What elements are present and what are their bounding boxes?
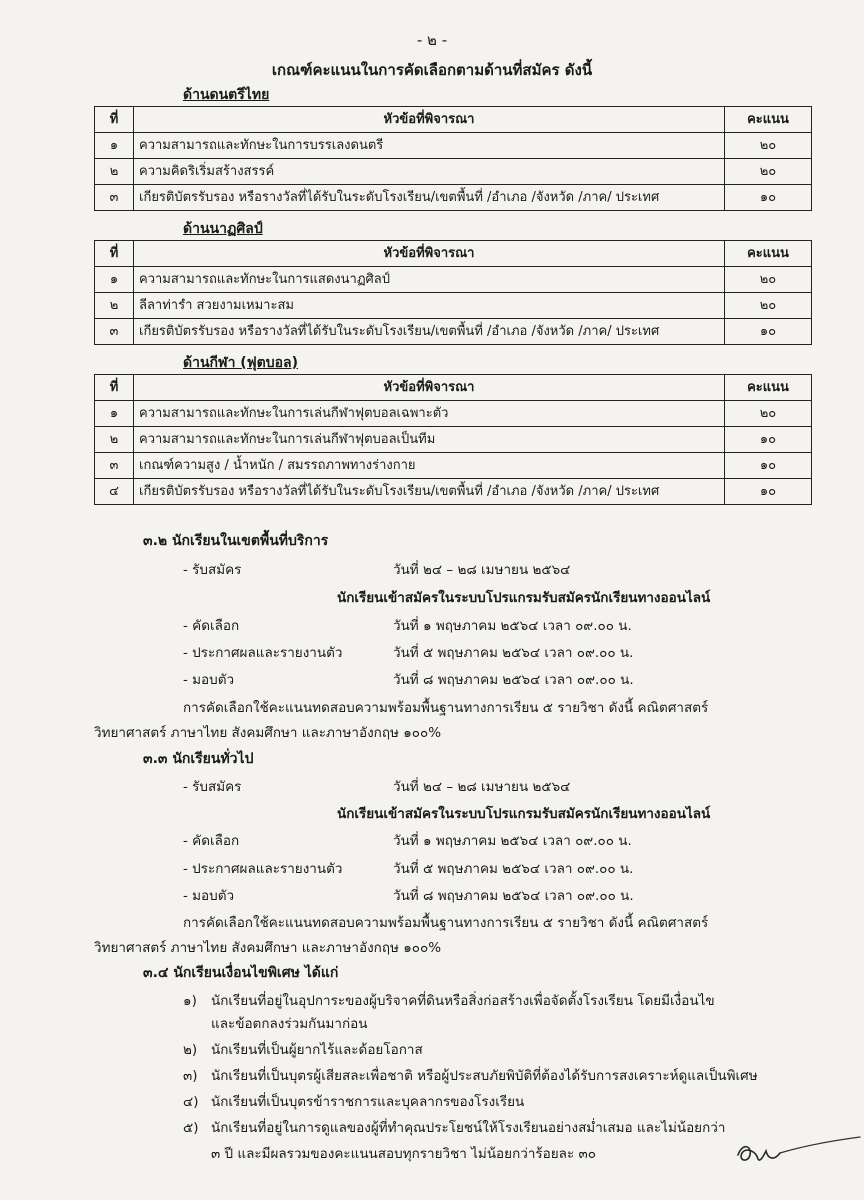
- table-row: [95, 453, 812, 479]
- row-score: ๑๐: [725, 185, 812, 211]
- row-topic: ความสามารถและทักษะในการเล่นกีฬาฟุตบอลเฉพาะตัว: [134, 401, 725, 427]
- header-topic: หัวข้อที่พิจารณา: [134, 375, 725, 401]
- row-score: ๑๐: [725, 319, 812, 345]
- schedule-label: - มอบตัว: [183, 888, 235, 904]
- special-item-text: นักเรียนที่เป็นบุตรข้าราชการและบุคลากรของโรงเรียน: [211, 1094, 525, 1110]
- special-item-text: นักเรียนที่อยู่ในอุปการะของผู้บริจาคที่ดินหรือสิ่งก่อสร้างเพื่อจัดตั้งโรงเรียน โดยมีเงื่อนไข: [211, 993, 715, 1009]
- special-item-no: ๑): [183, 993, 197, 1009]
- selection-note-line1: การคัดเลือกใช้คะแนนทดสอบความพร้อมพื้นฐานทางการเรียน ๕ รายวิชา ดังนี้ คณิตศาสตร์: [183, 915, 709, 931]
- row-topic: เกียรติบัตรรับรอง หรือรางวัลที่ได้รับในระดับโรงเรียน/เขตพื้นที่ /อำเภอ /จังหวัด /ภาค/ ประเทศ: [134, 185, 725, 211]
- row-no: ๓: [95, 319, 134, 345]
- schedule-label: - ประกาศผลและรายงานตัว: [183, 645, 343, 661]
- selection-note-line2: วิทยาศาสตร์ ภาษาไทย สังคมศึกษา และภาษาอังกฤษ ๑๐๐%: [94, 940, 442, 956]
- category-title-football: ด้านกีฬา (ฟุตบอล): [183, 355, 298, 371]
- criteria-heading: เกณฑ์คะแนนในการคัดเลือกตามด้านที่สมัคร ดังนี้: [271, 61, 593, 79]
- schedule-label: - รับสมัคร: [183, 562, 242, 578]
- header-no: ที่: [95, 107, 134, 133]
- schedule-value: วันที่ ๘ พฤษภาคม ๒๕๖๔ เวลา ๐๙.๐๐ น.: [393, 672, 634, 688]
- special-item-text-cont: และข้อตกลงร่วมกันมาก่อน: [211, 1016, 368, 1032]
- table-header-row: [95, 375, 812, 401]
- row-no: ๑: [95, 267, 134, 293]
- table-row: [95, 427, 812, 453]
- row-no: ๔: [95, 479, 134, 505]
- table-row: [95, 159, 812, 185]
- special-item-no: ๔): [183, 1094, 199, 1110]
- schedule-value: วันที่ ๕ พฤษภาคม ๒๕๖๔ เวลา ๐๙.๐๐ น.: [393, 645, 634, 661]
- row-no: ๒: [95, 159, 134, 185]
- header-score: คะแนน: [725, 107, 812, 133]
- row-topic: ความสามารถและทักษะในการแสดงนาฏศิลป์: [134, 267, 725, 293]
- schedule-label: - คัดเลือก: [183, 833, 240, 849]
- row-topic: เกียรติบัตรรับรอง หรือรางวัลที่ได้รับในระดับโรงเรียน/เขตพื้นที่ /อำเภอ /จังหวัด /ภาค/ ประเทศ: [134, 479, 725, 505]
- row-topic: ความสามารถและทักษะในการบรรเลงดนตรี: [134, 133, 725, 159]
- table-row: [95, 267, 812, 293]
- special-item-no: ๕): [183, 1120, 199, 1136]
- row-score: ๒๐: [725, 401, 812, 427]
- schedule-online-note: นักเรียนเข้าสมัครในระบบโปรแกรมรับสมัครนักเรียนทางออนไลน์: [337, 590, 711, 606]
- row-no: ๑: [95, 401, 134, 427]
- criteria-table-thai-music: [94, 106, 812, 211]
- schedule-label: - รับสมัคร: [183, 779, 242, 795]
- table-row: [95, 479, 812, 505]
- row-score: ๑๐: [725, 453, 812, 479]
- row-score: ๒๐: [725, 293, 812, 319]
- table-header-row: [95, 107, 812, 133]
- row-no: ๓: [95, 185, 134, 211]
- row-no: ๒: [95, 427, 134, 453]
- section-title-special: ๓.๔ นักเรียนเงื่อนไขพิเศษ ได้แก่: [143, 965, 339, 981]
- special-item-text: นักเรียนที่อยู่ในการดูแลของผู้ที่ทำคุณประโยชน์ให้โรงเรียนอย่างสม่ำเสมอ และไม่น้อยกว่า: [211, 1120, 726, 1136]
- special-item-text: นักเรียนที่เป็นบุตรผู้เสียสละเพื่อชาติ หรือผู้ประสบภัยพิบัติที่ต้องได้รับการสงเคราะห์ดูแลเป็นพิเศษ: [211, 1068, 758, 1084]
- row-score: ๒๐: [725, 159, 812, 185]
- schedule-online-note: นักเรียนเข้าสมัครในระบบโปรแกรมรับสมัครนักเรียนทางออนไลน์: [337, 806, 711, 822]
- special-item-no: ๒): [183, 1042, 198, 1058]
- page-number: - ๒ -: [416, 31, 448, 49]
- row-topic: ความสามารถและทักษะในการเล่นกีฬาฟุตบอลเป็นทีม: [134, 427, 725, 453]
- table-row: [95, 293, 812, 319]
- table-header-row: [95, 241, 812, 267]
- category-title-thai-music: ด้านดนตรีไทย: [183, 87, 270, 103]
- criteria-table-thai-dance: [94, 240, 812, 345]
- table-row: [95, 401, 812, 427]
- schedule-value: วันที่ ๑ พฤษภาคม ๒๕๖๔ เวลา ๐๙.๐๐ น.: [393, 618, 632, 634]
- table-row: [95, 133, 812, 159]
- row-no: ๑: [95, 133, 134, 159]
- header-score: คะแนน: [725, 375, 812, 401]
- header-topic: หัวข้อที่พิจารณา: [134, 241, 725, 267]
- schedule-label: - มอบตัว: [183, 672, 235, 688]
- criteria-table-football: [94, 374, 812, 505]
- schedule-label: - คัดเลือก: [183, 618, 240, 634]
- handwritten-initials: [730, 1125, 864, 1175]
- row-no: ๒: [95, 293, 134, 319]
- row-score: ๑๐: [725, 479, 812, 505]
- schedule-label: - ประกาศผลและรายงานตัว: [183, 861, 343, 877]
- schedule-value: วันที่ ๕ พฤษภาคม ๒๕๖๔ เวลา ๐๙.๐๐ น.: [393, 861, 634, 877]
- section-title-service-area: ๓.๒ นักเรียนในเขตพื้นที่บริการ: [143, 533, 329, 549]
- selection-note-line2: วิทยาศาสตร์ ภาษาไทย สังคมศึกษา และภาษาอังกฤษ ๑๐๐%: [94, 725, 442, 741]
- special-item-text: นักเรียนที่เป็นผู้ยากไร้และด้อยโอกาส: [211, 1042, 423, 1058]
- category-title-thai-dance: ด้านนาฏศิลป์: [183, 221, 263, 237]
- special-item-text-cont: ๓ ปี และมีผลรวมของคะแนนสอบทุกรายวิชา ไม่น้อยกว่าร้อยละ ๓๐: [211, 1146, 596, 1162]
- special-item-no: ๓): [183, 1068, 198, 1084]
- schedule-value: วันที่ ๒๔ – ๒๘ เมษายน ๒๕๖๔: [393, 779, 571, 795]
- header-score: คะแนน: [725, 241, 812, 267]
- table-row: [95, 319, 812, 345]
- header-no: ที่: [95, 375, 134, 401]
- row-topic: ความคิดริเริ่มสร้างสรรค์: [134, 159, 725, 185]
- table-row: [95, 185, 812, 211]
- schedule-value: วันที่ ๒๔ – ๒๘ เมษายน ๒๕๖๔: [393, 562, 571, 578]
- header-topic: หัวข้อที่พิจารณา: [134, 107, 725, 133]
- row-score: ๒๐: [725, 267, 812, 293]
- row-score: ๑๐: [725, 427, 812, 453]
- section-title-general: ๓.๓ นักเรียนทั่วไป: [143, 751, 254, 767]
- row-topic: ลีลาท่ารำ สวยงามเหมาะสม: [134, 293, 725, 319]
- selection-note-line1: การคัดเลือกใช้คะแนนทดสอบความพร้อมพื้นฐานทางการเรียน ๕ รายวิชา ดังนี้ คณิตศาสตร์: [183, 700, 709, 716]
- header-no: ที่: [95, 241, 134, 267]
- schedule-value: วันที่ ๘ พฤษภาคม ๒๕๖๔ เวลา ๐๙.๐๐ น.: [393, 888, 634, 904]
- row-topic: เกณฑ์ความสูง / น้ำหนัก / สมรรถภาพทางร่างกาย: [134, 453, 725, 479]
- row-score: ๒๐: [725, 133, 812, 159]
- schedule-value: วันที่ ๑ พฤษภาคม ๒๕๖๔ เวลา ๐๙.๐๐ น.: [393, 833, 632, 849]
- row-topic: เกียรติบัตรรับรอง หรือรางวัลที่ได้รับในระดับโรงเรียน/เขตพื้นที่ /อำเภอ /จังหวัด /ภาค/ ประเทศ: [134, 319, 725, 345]
- row-no: ๓: [95, 453, 134, 479]
